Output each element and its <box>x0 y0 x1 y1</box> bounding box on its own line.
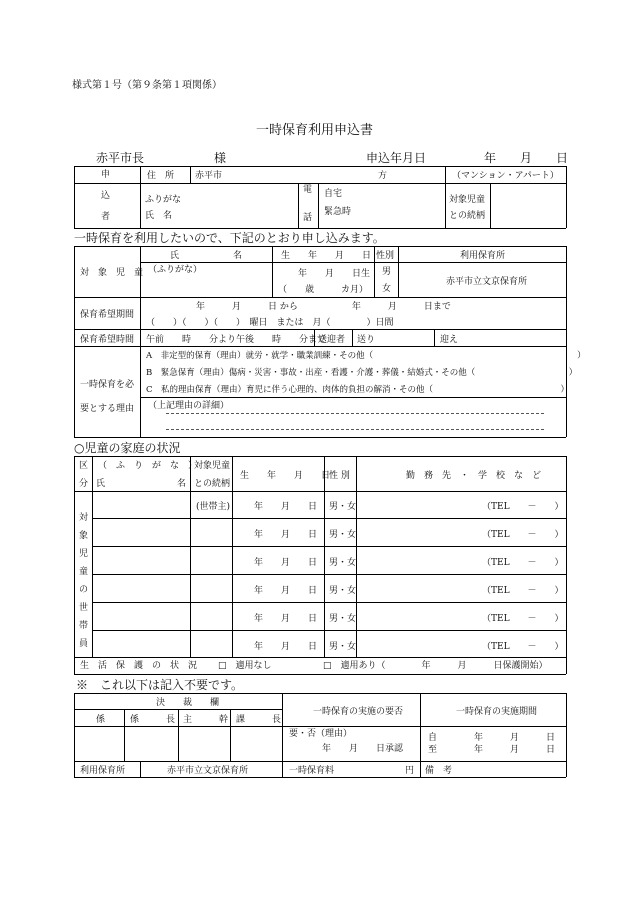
family-row6-ymd: 年 月 日 <box>254 642 318 652</box>
family-side-5: の <box>79 585 89 595</box>
fee-label: 一時保育料 <box>289 766 335 776</box>
main-col1 <box>140 246 141 437</box>
detail-dash-2 <box>166 429 544 430</box>
addressee-city: 赤平市長 <box>96 151 145 165</box>
child-birth-header: 生 年 月 日 <box>281 251 372 261</box>
family-row3-ymd: 年 月 日 <box>254 558 318 568</box>
period-label: 保育希望期間 <box>80 310 135 320</box>
escort-pick: 迎え <box>440 335 459 345</box>
applicant-col3 <box>298 183 299 228</box>
child-sex-female[interactable]: 女 <box>382 284 392 294</box>
child-label: 対 象 児 童 <box>80 268 144 278</box>
family-row3-sex[interactable]: 男・女 <box>329 558 357 568</box>
family-left <box>74 456 75 674</box>
family-row1-sex[interactable]: 男・女 <box>329 502 357 512</box>
period-from-ymd: 年 月 日 <box>474 733 556 743</box>
child-age: （ 歳 カ月） <box>278 285 369 295</box>
family-row1-ymd: 年 月 日 <box>254 502 318 512</box>
main-left <box>74 246 75 437</box>
relation-label-2: との続柄 <box>449 211 486 221</box>
family-col-rel-2: との続柄 <box>194 479 231 489</box>
family-col-sex: 性 別 <box>329 471 350 481</box>
address-kata: 方 <box>378 171 388 181</box>
intro-text: 一時保育を利用したいので、下記のとおり申し込みます。 <box>74 231 385 245</box>
family-row4-tel: （TEL － ） <box>482 586 564 596</box>
office-facility-value: 赤平市立文京保育所 <box>167 766 249 776</box>
family-side-3: 児 <box>79 549 89 559</box>
applicant-name-label: 氏 名 <box>145 211 173 221</box>
office-facility-label: 利用保育所 <box>80 766 126 776</box>
hours-label: 保育希望時間 <box>80 335 135 345</box>
application-date-label: 申込年月日 <box>366 151 427 165</box>
office-right <box>566 693 567 777</box>
tel-side-1: 電 <box>303 185 313 195</box>
period-header: 一時保育の実施期間 <box>456 707 538 717</box>
applicant-line <box>74 183 566 184</box>
hours-text[interactable]: 午前 時 分より午後 時 分まで <box>146 335 327 345</box>
family-row4-sex[interactable]: 男・女 <box>329 586 357 596</box>
family-col-furigana: （ ふ り が な ） <box>98 461 198 471</box>
hours-col1 <box>314 329 315 346</box>
office-col-shukan <box>230 709 231 761</box>
child-furigana: （ふりがな） <box>148 265 203 275</box>
family-col-birth: 生 年 月 日 <box>240 471 331 481</box>
date-day: 日 <box>556 151 569 165</box>
form-title: 一時保育利用申込書 <box>256 123 374 138</box>
child-header-line <box>140 262 566 263</box>
office-left <box>74 693 75 777</box>
welfare-yes[interactable]: □ 適用あり（ 年 月 日保護開始） <box>323 661 548 671</box>
office-col-approve <box>282 693 283 777</box>
family-col-birth-line <box>324 456 325 657</box>
hours-bottom <box>74 346 566 347</box>
tel-emergency-label: 緊急時 <box>324 207 352 217</box>
family-row1-tel: （TEL － ） <box>482 502 564 512</box>
family-row-line-2 <box>92 546 566 547</box>
kessai-label: 決 裁 欄 <box>156 698 220 708</box>
applicant-furigana-label: ふりがな <box>145 195 182 205</box>
applicant-col5 <box>445 166 446 228</box>
family-row5-ymd: 年 月 日 <box>254 614 318 624</box>
child-bottom <box>74 297 566 298</box>
family-row2-sex[interactable]: 男・女 <box>329 530 357 540</box>
address-value[interactable]: 赤平市 <box>195 171 223 181</box>
family-side-2: 象 <box>79 531 89 541</box>
office-bottom <box>74 777 566 778</box>
tel-home-label: 自宅 <box>324 189 343 199</box>
office-col-facility <box>140 761 141 777</box>
family-rows-bottom <box>74 657 566 658</box>
role-kakari: 係 <box>96 715 106 725</box>
applicant-col2 <box>190 166 191 183</box>
family-row5-sex[interactable]: 男・女 <box>329 614 357 624</box>
family-row6-sex[interactable]: 男・女 <box>329 642 357 652</box>
family-row-line-3 <box>92 574 566 575</box>
escort-send: 送り <box>357 335 376 345</box>
family-row2-ymd: 年 月 日 <box>254 530 318 540</box>
applicant-bottom <box>74 228 566 229</box>
note-text: ※ これ以下は記入不要です。 <box>76 678 244 692</box>
main-top <box>74 246 566 247</box>
applicant-left <box>74 166 75 228</box>
child-name-header: 氏 名 <box>170 251 243 261</box>
office-header-bottom <box>74 726 566 727</box>
office-top <box>74 693 566 694</box>
welfare-label: 生 活 保 護 の 状 況 <box>80 661 198 671</box>
family-row5-tel: （TEL － ） <box>482 614 564 624</box>
family-col-kubun <box>92 456 93 657</box>
facility-value: 赤平市立文京保育所 <box>446 277 528 287</box>
period-to: 至 <box>428 745 438 755</box>
family-row6-tel: （TEL － ） <box>482 642 564 652</box>
main-right <box>566 246 567 437</box>
child-birth-ymd: 年 月 日生 <box>298 269 371 279</box>
family-row4-ymd: 年 月 日 <box>254 586 318 596</box>
applicant-col <box>140 166 141 228</box>
family-top <box>74 456 566 457</box>
header-underline <box>74 166 566 167</box>
applicant-side-3: 者 <box>101 212 111 222</box>
family-col-name-line <box>190 456 191 657</box>
family-bottom <box>74 674 566 675</box>
applicant-col6 <box>490 183 491 228</box>
hours-col2 <box>352 329 353 346</box>
applicant-side-1: 申 <box>101 170 111 180</box>
role-shukan: 主 幹 <box>183 715 229 725</box>
family-col-kubun-1: 区 <box>79 461 89 471</box>
date-month: 月 <box>520 151 533 165</box>
family-row-line-5 <box>92 630 566 631</box>
applicant-col4 <box>318 183 319 228</box>
welfare-none[interactable]: □ 適用なし <box>218 661 272 671</box>
reason-c[interactable]: C 私的理由保育（理由）育児に伴う心理的、肉体的負担の解消・その他（ ） <box>146 385 570 395</box>
family-row-line-4 <box>92 602 566 603</box>
approve-header: 一時保育の実施の要否 <box>313 707 404 717</box>
family-col-sex-line <box>356 456 357 657</box>
yohi-label: 要・否（理由） <box>289 729 353 739</box>
family-right <box>566 456 567 674</box>
family-side-8: 員 <box>79 639 89 649</box>
family-col-work: 勤 務 先 ・ 学 校 な ど <box>406 471 542 481</box>
detail-dash-1 <box>166 413 544 414</box>
family-side-7: 帯 <box>79 621 89 631</box>
remarks-label: 備 考 <box>425 766 453 776</box>
addressee-sama: 様 <box>214 151 227 165</box>
office-col-kakaricho <box>178 709 179 761</box>
form-number: 様式第１号（第９条第１項関係） <box>72 80 222 91</box>
family-row3-tel: （TEL － ） <box>482 558 564 568</box>
relation-label-1: 対象児童 <box>449 195 486 205</box>
family-col-rel-line <box>232 456 233 657</box>
family-header-bottom <box>74 491 566 492</box>
office-col-period <box>420 693 421 777</box>
main-bottom <box>74 437 566 438</box>
family-heading: ○児童の家庭の状況 <box>74 441 181 455</box>
main-col-birth <box>272 246 273 297</box>
setainushi: (世帯主) <box>196 502 231 512</box>
family-row-line-1 <box>92 518 566 519</box>
tel-side-2: 話 <box>303 213 313 223</box>
fee-yen: 円 <box>405 766 415 776</box>
family-col-name: 氏 名 <box>96 479 187 489</box>
child-sex-male[interactable]: 男 <box>382 267 392 277</box>
family-side-4: 童 <box>79 567 89 577</box>
family-side-6: 世 <box>79 603 89 613</box>
address-mansion: （マンション・アパート） <box>452 171 559 181</box>
reason-b[interactable]: B 緊急保育（理由）傷病・災害・事故・出産・看護・介護・葬儀・結婚式・その他（ ） <box>146 368 578 378</box>
main-col-sex <box>374 246 375 297</box>
period-line1[interactable]: 年 月 日 から 年 月 日まで <box>196 302 451 312</box>
reason-a[interactable]: A 非定型的保育（理由）就労・就学・職業訓練・その他（ ） <box>146 351 586 361</box>
escort-label: 送迎者 <box>318 335 346 345</box>
family-col-kubun-2: 分 <box>79 479 89 489</box>
main-col-facility <box>398 246 399 297</box>
period-from: 自 <box>428 733 438 743</box>
family-row2-tel: （TEL － ） <box>482 530 564 540</box>
reason-label-1: 一時保育を必 <box>80 380 135 390</box>
period-to-ymd: 年 月 日 <box>474 745 556 755</box>
shonin-label: 年 月 日承認 <box>322 744 404 754</box>
date-year: 年 <box>484 151 497 165</box>
role-kacho: 課 長 <box>236 715 282 725</box>
facility-header: 利用保育所 <box>460 251 506 261</box>
applicant-side-2: 込 <box>101 191 111 201</box>
office-mid <box>74 761 566 762</box>
reason-detail-top <box>140 397 566 398</box>
family-col-rel-1: 対象児童 <box>194 461 231 471</box>
reason-label-2: 要とする理由 <box>80 404 135 414</box>
role-kakaricho: 係 長 <box>130 715 176 725</box>
period-line2[interactable]: （ ）（ ）（ ） 曜日 または 月（ ）日間 <box>146 318 394 328</box>
hours-col3 <box>434 329 435 346</box>
office-col-kakari <box>124 709 125 761</box>
address-label: 住 所 <box>147 171 175 181</box>
applicant-right <box>566 166 567 228</box>
period-bottom <box>74 329 566 330</box>
reason-detail: （上記理由の詳細） <box>148 401 230 411</box>
child-sex-header: 性別 <box>376 251 395 261</box>
family-side-1: 対 <box>79 513 89 523</box>
